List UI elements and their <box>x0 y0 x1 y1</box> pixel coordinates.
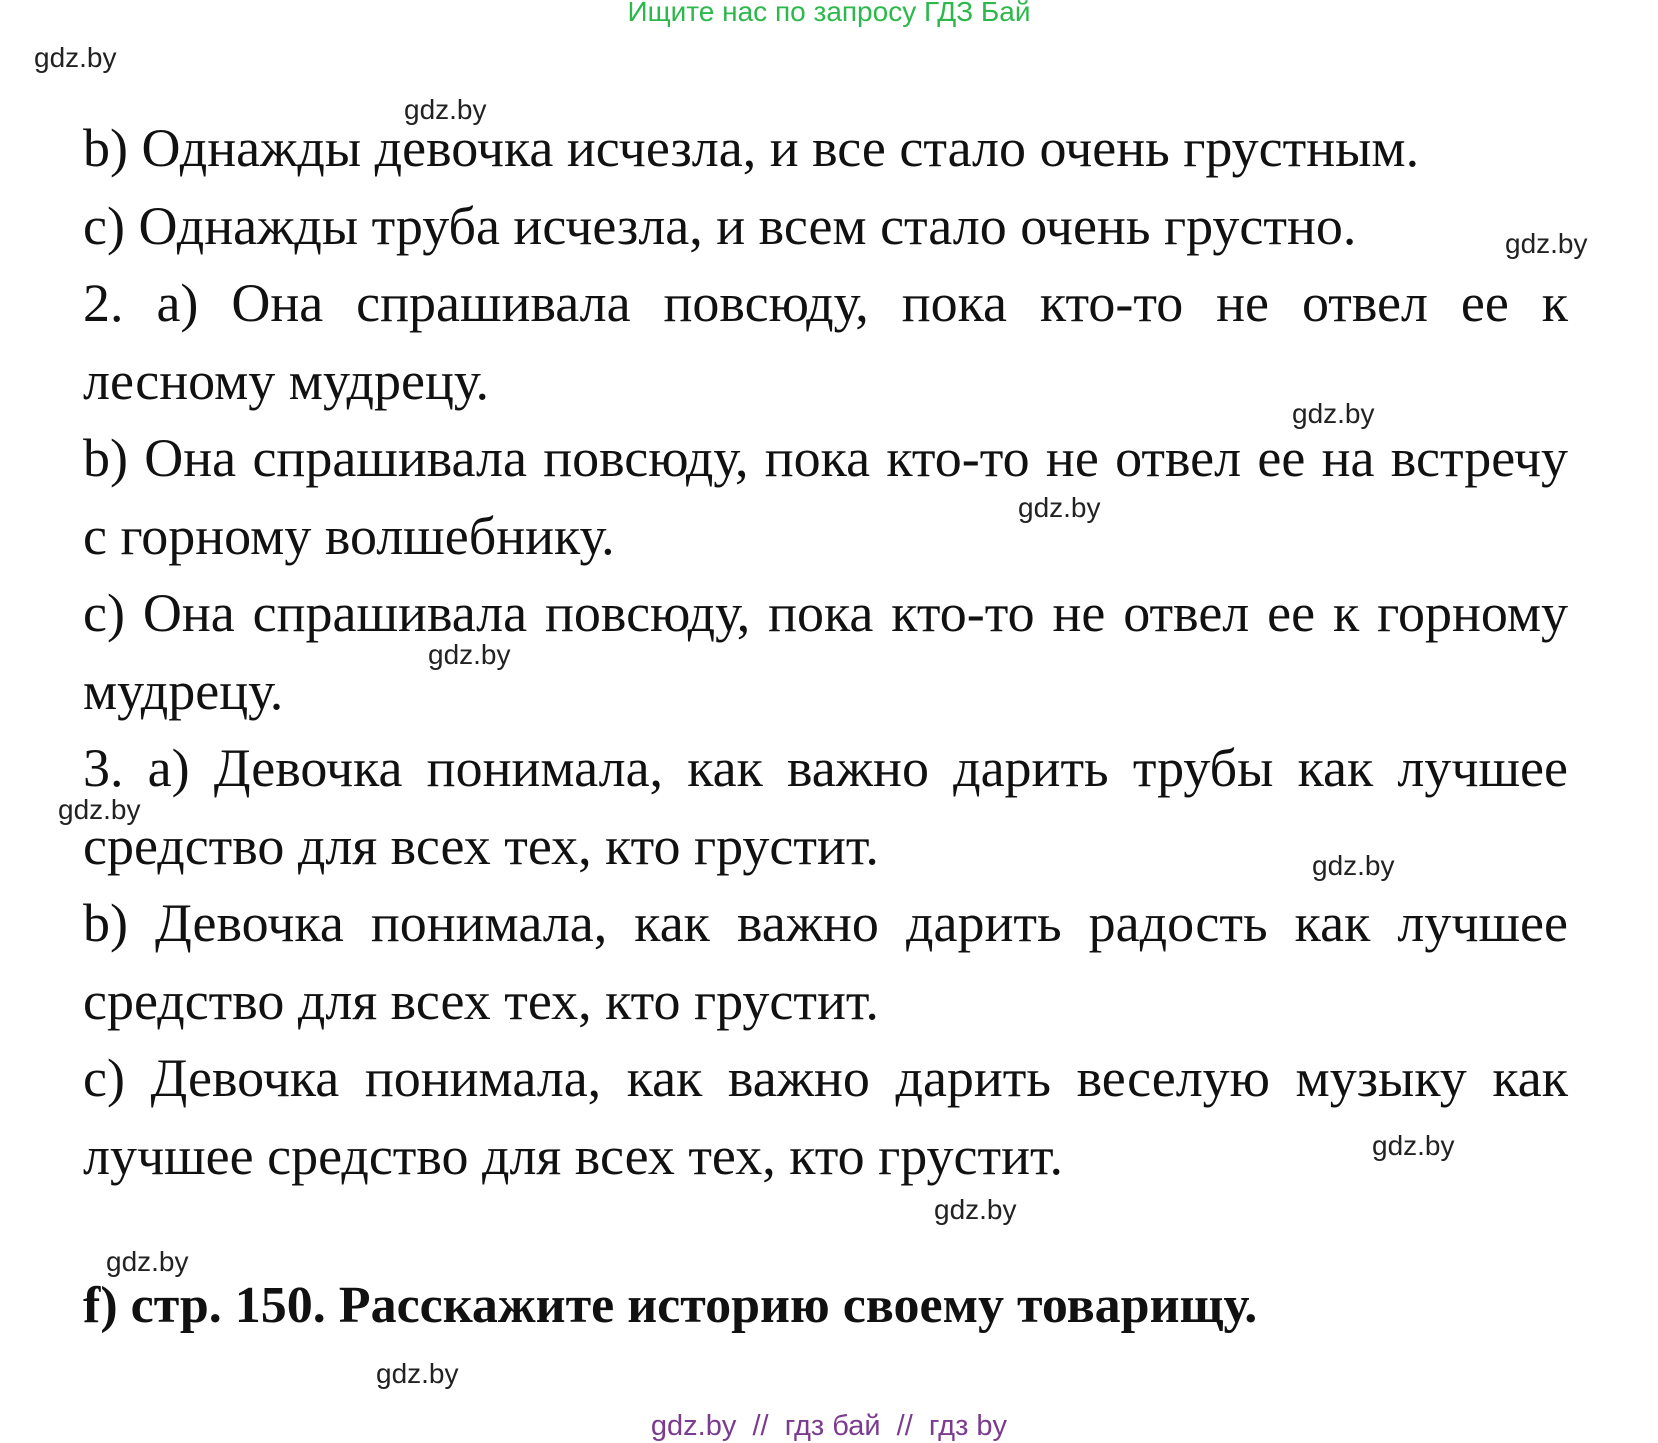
answer-paragraph: 2. a) Она спрашивала повсюду, пока кто-то не отвел ее к лесному мудрецу. <box>83 273 1568 411</box>
watermark: gdz.by <box>376 1358 459 1389</box>
task-heading: f) стр. 150. Расскажите историю своему товарищу. <box>83 1277 1258 1334</box>
watermark: gdz.by <box>1312 850 1395 881</box>
watermark: gdz.by <box>1292 398 1375 429</box>
watermark: gdz.by <box>428 639 511 670</box>
answer-paragraph: c) Девочка понимала, как важно дарить веселую музыку как лучшее средство для всех тех, кто грустит. <box>83 1048 1568 1186</box>
watermark: gdz.by <box>1505 228 1588 259</box>
answer-paragraph: b) Однажды девочка исчезла, и все стало очень грустным. <box>83 118 1420 178</box>
watermark: gdz.by <box>106 1246 189 1277</box>
search-hint-banner: Ищите нас по запросу ГДЗ Бай <box>627 0 1031 27</box>
footer-links: gdz.by // гдз бай // гдз by <box>650 1410 1008 1442</box>
watermark: gdz.by <box>934 1194 1017 1225</box>
answer-paragraph: c) Однажды труба исчезла, и всем стало очень грустно. <box>83 195 1357 256</box>
answer-paragraph: 3. a) Девочка понимала, как важно дарить трубы как лучшее средство для всех тех, кто грустит. <box>83 738 1568 876</box>
watermark: gdz.by <box>1018 492 1101 523</box>
answer-paragraph: b) Девочка понимала, как важно дарить радость как лучшее средство для всех тех, кто грустит. <box>83 893 1568 1031</box>
answer-text <box>83 110 1568 1195</box>
answer-paragraph: b) Она спрашивала повсюду, пока кто-то не отвел ее на встречу с горному волшебнику. <box>83 428 1568 566</box>
answer-paragraph: c) Она спрашивала повсюду, пока кто-то не отвел ее к горному мудрецу. <box>83 583 1568 721</box>
watermark: gdz.by <box>404 94 487 125</box>
watermark: gdz.by <box>1372 1130 1455 1161</box>
watermark: gdz.by <box>34 42 117 73</box>
watermark: gdz.by <box>58 794 141 825</box>
